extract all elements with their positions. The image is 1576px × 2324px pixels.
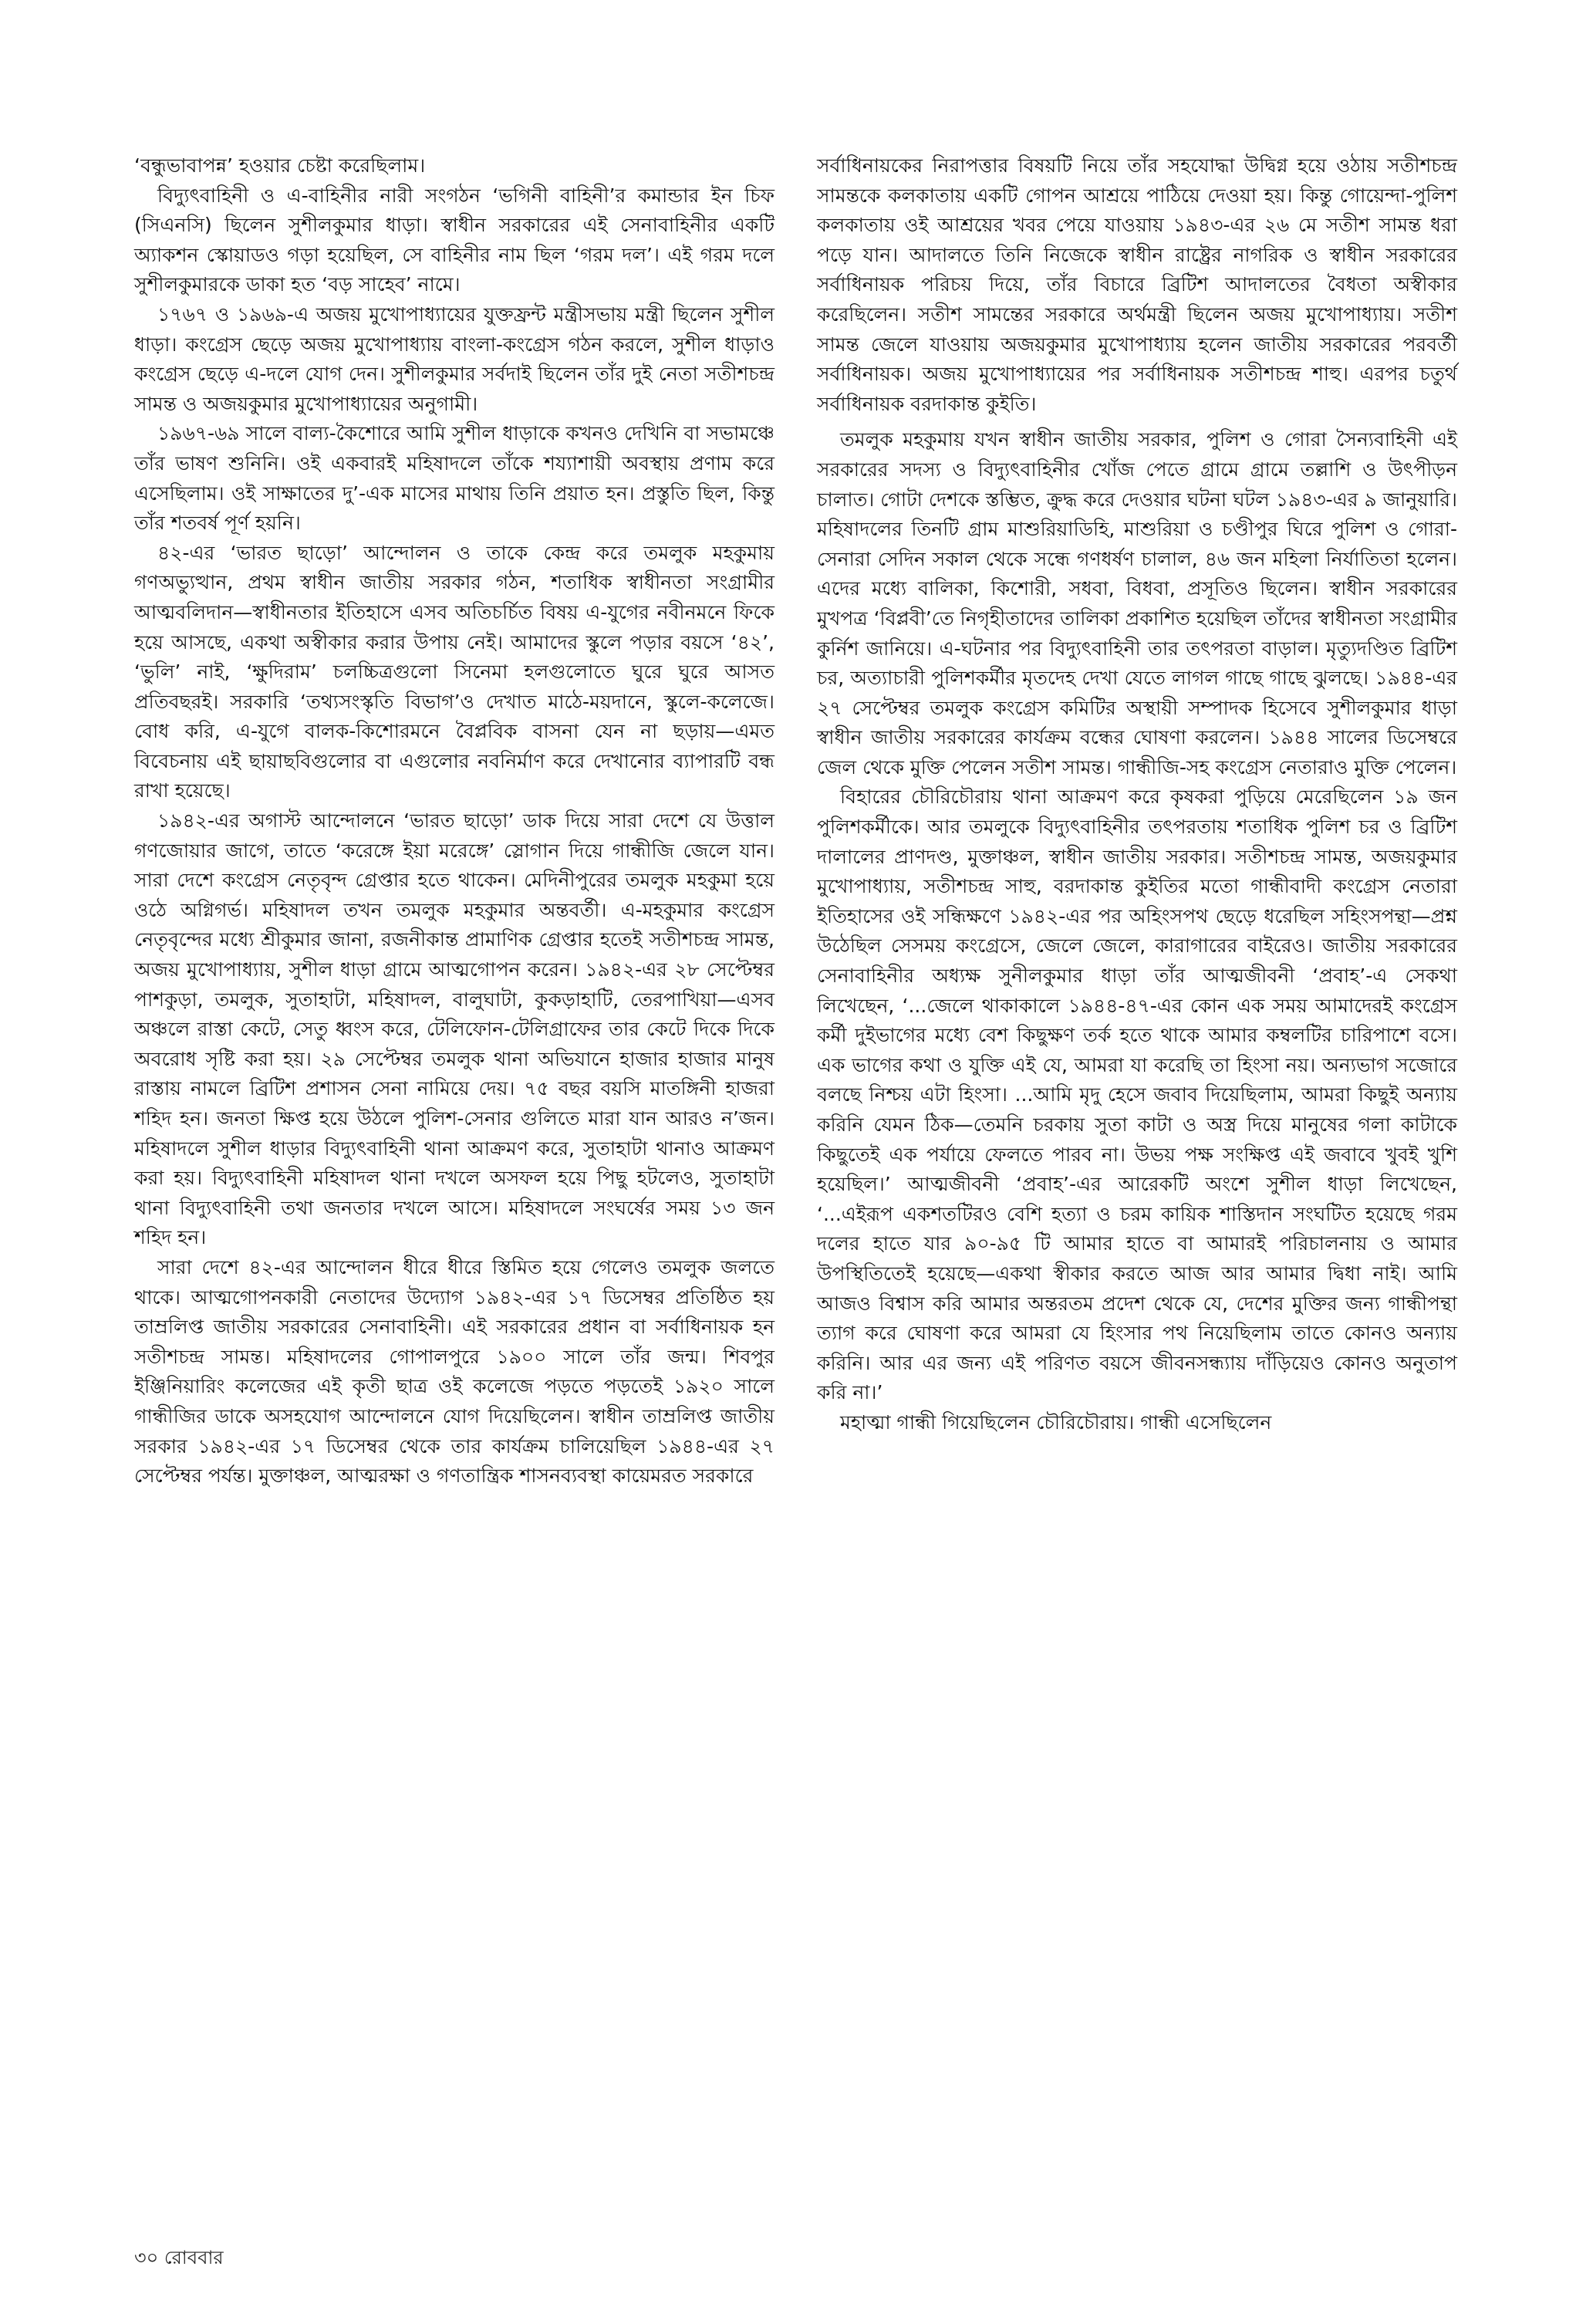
paragraph: বিহারের চৌরিচৌরায় থানা আক্রমণ করে কৃষকরা পুড়িয়ে মেরেছিলেন ১৯ জন পুলিশকর্মীকে। আর তমলুকে বিদ্যুৎবাহিনীর তৎপরতায় শতাধিক পুলিশ চর ও ব্রিটিশ দালালের প্রাণদণ্ড, মুক্তাঞ্চল, স্বাধীন জাতীয় সরকার। সতীশচন্দ্র সামন্ত, অজয়কুমার মুখোপাধ্যায়, সতীশচন্দ্র সাহু, বরদাকান্ত কুইতির মতো গান্ধীবাদী কংগ্রেস নেতারা ইতিহাসের ওই সন্ধিক্ষণে ১৯৪২-এর পর অহিংসপথ ছেড়ে ধরেছিল সহিংসপন্থা—প্রশ্ন উঠেছিল সেসময় কংগ্রেসে, জেলে জেলে, কারাগারের বাইরেও। জাতীয় সরকারের সেনাবাহিনীর অধ্যক্ষ সুনীলকুমার ধাড়া তাঁর আত্মজীবনী ‘প্রবাহ’-এ সেকথা লিখেছেন, ‘...জেলে থাকাকালে ১৯৪৪-৪৭-এর কোন এক সময় আমাদেরই কংগ্রেস কর্মী দুইভাগের মধ্যে বেশ কিছুক্ষণ তর্ক হতে থাকে আমার কম্বলটির চারিপাশে বসে। এক ভাগের কথা ও যুক্তি এই যে, আমরা যা করেছি তা হিংসা নয়। অন্যভাগ সজোরে বলছে নিশ্চয় এটা হিংসা। ...আমি মৃদু হেসে জবাব দিয়েছিলাম, আমরা কিছুই অন্যায় করিনি যেমন ঠিক—তেমনি চরকায় সুতা কাটা ও অস্ত্র দিয়ে মানুষের গলা কাটাকে কিছুতেই এক পর্যায়ে ফেলতে পারব না। উভয় পক্ষ সংক্ষিপ্ত এই জবাবে খুবই খুশি হয়েছিল।’ আত্মজীবনী ‘প্রবাহ’-এর আরেকটি অংশে সুশীল ধাড়া লিখেছেন, ‘...এইরূপ একশতটিরও বেশি হত্যা ও চরম কায়িক শাস্তিদান সংঘটিত হয়েছে গরম দলের হাতে যার ৯০-৯৫ টি আমার হাতে বা আমারই পরিচালনায় ও আমার উপস্থিতিতেই হয়েছে—একথা স্বীকার করতে আজ আর আমার দ্বিধা নাই। আমি আজও বিশ্বাস করি আমার অন্তরতম প্রদেশ থেকে যে, দেশের মুক্তির জন্য গান্ধীপন্থা ত্যাগ করে ঘোষণা করে আমরা যে হিংসার পথ নিয়েছিলাম তাতে কোনও অন্যায় করিনি। আর এর জন্য এই পরিণত বয়সে জীবনসন্ধ্যায় দাঁড়িয়েও কোনও অনুতাপ করি না।’ (817, 785, 1457, 1404)
left-column (134, 151, 775, 1491)
paragraph: সর্বাধিনায়কের নিরাপত্তার বিষয়টি নিয়ে তাঁর সহযোদ্ধা উদ্বিগ্ন হয়ে ওঠায় সতীশচন্দ্র সামন্তকে কলকাতায় একটি গোপন আশ্রয়ে পাঠিয়ে দেওয়া হয়। কিন্তু গোয়েন্দা-পুলিশ কলকাতায় ওই আশ্রয়ের খবর পেয়ে যাওয়ায় ১৯৪৩-এর ২৬ মে সতীশ সামন্ত ধরা পড়ে যান। আদালতে তিনি নিজেকে স্বাধীন রাষ্ট্রের নাগরিক ও স্বাধীন সরকারের সর্বাধিনায়ক পরিচয় দিয়ে, তাঁর বিচারে ব্রিটিশ আদালতের বৈধতা অস্বীকার করেছিলেন। সতীশ সামন্তের সরকারে অর্থমন্ত্রী ছিলেন অজয় মুখোপাধ্যায়। সতীশ সামন্ত জেলে যাওয়ায় অজয়কুমার মুখোপাধ্যায় হলেন জাতীয় সরকারের পরবর্তী সর্বাধিনায়ক। অজয় মুখোপাধ্যায়ের পর সর্বাধিনায়ক সতীশচন্দ্র শাহু। এরপর চতুর্থ সর্বাধিনায়ক বরদাকান্ত কুইতি। (817, 154, 1457, 415)
paragraph: ১৯৪২-এর অগাস্ট আন্দোলনে ‘ভারত ছাড়ো’ ডাক দিয়ে সারা দেশে যে উত্তাল গণজোয়ার জাগে, তাতে ‘করেঙ্গে ইয়া মরেঙ্গে’ স্লোগান দিয়ে গান্ধীজি জেলে যান। সারা দেশে কংগ্রেস নেতৃবৃন্দ গ্রেপ্তার হতে থাকেন। মেদিনীপুরের তমলুক মহকুমা হয়ে ওঠে অগ্নিগর্ভ। মহিষাদল তখন তমলুক মহকুমার অন্তবর্তী। এ-মহকুমার কংগ্রেস নেতৃবৃন্দের মধ্যে শ্রীকুমার জানা, রজনীকান্ত প্রামাণিক গ্রেপ্তার হতেই সতীশচন্দ্র সামন্ত, অজয় মুখোপাধ্যায়, সুশীল ধাড়া গ্রামে আত্মগোপন করেন। ১৯৪২-এর ২৮ সেপ্টেম্বর পাশকুড়া, তমলুক, সুতাহাটা, মহিষাদল, বালুঘাটা, কুকড়াহাটি, তেরপাখিয়া—এসব অঞ্চলে রাস্তা কেটে, সেতু ধ্বংস করে, টেলিফোন-টেলিগ্রাফের তার কেটে দিকে দিকে অবরোধ সৃষ্টি করা হয়। ২৯ সেপ্টেম্বর তমলুক থানা অভিযানে হাজার হাজার মানুষ রাস্তায় নামলে ব্রিটিশ প্রশাসন সেনা নামিয়ে দেয়। ৭৫ বছর বয়সি মাতঙ্গিনী হাজরা শহিদ হন। জনতা ক্ষিপ্ত হয়ে উঠলে পুলিশ-সেনার গুলিতে মারা যান আরও ন’জন। মহিষাদলে সুশীল ধাড়ার বিদ্যুৎবাহিনী থানা আক্রমণ করে, সুতাহাটা থানাও আক্রমণ করা হয়। বিদ্যুৎবাহিনী মহিষাদল থানা দখলে অসফল হয়ে পিছু হটলেও, সুতাহাটা থানা বিদ্যুৎবাহিনী তথা জনতার দখলে আসে। মহিষাদলে সংঘর্ষের সময় ১৩ জন শহিদ হন। (134, 809, 775, 1249)
page-footer: ৩০ রোববার (134, 2247, 224, 2268)
paragraph: ৪২-এর ‘ভারত ছাড়ো’ আন্দোলন ও তাকে কেন্দ্র করে তমলুক মহকুমায় গণঅভ্যুত্থান, প্রথম স্বাধীন জাতীয় সরকার গঠন, শতাধিক স্বাধীনতা সংগ্রামীর আত্মবলিদান—স্বাধীনতার ইতিহাসে এসব অতিচর্চিত বিষয় এ-যুগের নবীনমনে ফিকে হয়ে আসছে, একথা অস্বীকার করার উপায় নেই। আমাদের স্কুলে পড়ার বয়সে ‘৪২’, ‘ভুলি’ নাই, ‘ক্ষুদিরাম’ চলচ্চিত্রগুলো সিনেমা হলগুলোতে ঘুরে ঘুরে আসত প্রতিবছরই। সরকারি ‘তথ্যসংস্কৃতি বিভাগ’ও দেখাত মাঠে-ময়দানে, স্কুলে-কলেজে। বোধ করি, এ-যুগে বালক-কিশোরমনে বৈপ্লবিক বাসনা যেন না ছড়ায়—এমত বিবেচনায় এই ছায়াছবিগুলোর বা এগুলোর নবনির্মাণ করে দেখানোর ব্যাপারটি বন্ধ রাখা হয়েছে। (134, 541, 775, 802)
right-column (817, 151, 1457, 1438)
paragraph: ‘বন্ধুভাবাপন্ন’ হওয়ার চেষ্টা করেছিলাম। (134, 154, 426, 177)
paragraph: ১৭৬৭ ও ১৯৬৯-এ অজয় মুখোপাধ্যায়ের যুক্তফ্রন্ট মন্ত্রীসভায় মন্ত্রী ছিলেন সুশীল ধাড়া। কংগ্রেস ছেড়ে অজয় মুখোপাধ্যায় বাংলা-কংগ্রেস গঠন করলে, সুশীল ধাড়াও কংগ্রেস ছেড়ে এ-দলে যোগ দেন। সুশীলকুমার সর্বদাই ছিলেন তাঁর দুই নেতা সতীশচন্দ্র সামন্ত ও অজয়কুমার মুখোপাধ্যায়ের অনুগামী। (134, 302, 775, 415)
paragraph: তমলুক মহকুমায় যখন স্বাধীন জাতীয় সরকার, পুলিশ ও গোরা সৈন্যবাহিনী এই সরকারের সদস্য ও বিদ্যুৎবাহিনীর খোঁজ পেতে গ্রামে গ্রামে তল্লাশি ও উৎপীড়ন চালাত। গোটা দেশকে স্তম্ভিত, ক্রুদ্ধ করে দেওয়ার ঘটনা ঘটল ১৯৪৩-এর ৯ জানুয়ারি। মহিষাদলের তিনটি গ্রাম মাশুরিয়াডিহি, মাশুরিয়া ও চণ্ডীপুর ঘিরে পুলিশ ও গোরা-সেনারা সেদিন সকাল থেকে সন্ধে গণধর্ষণ চালাল, ৪৬ জন মহিলা নির্যাতিতা হলেন। এদের মধ্যে বালিকা, কিশোরী, সধবা, বিধবা, প্রসূতিও ছিলেন। স্বাধীন সরকারের মুখপত্র ‘বিপ্লবী’তে নিগৃহীতাদের তালিকা প্রকাশিত হয়েছিল তাঁদের স্বাধীনতা সংগ্রামীর কুর্নিশ জানিয়ে। এ-ঘটনার পর বিদ্যুৎবাহিনী তার তৎপরতা বাড়াল। মৃত্যুদণ্ডিত ব্রিটিশ চর, অত্যাচারী পুলিশকর্মীর মৃতদেহ দেখা যেতে লাগল গাছে গাছে ঝুলছে। ১৯৪৪-এর ২৭ সেপ্টেম্বর তমলুক কংগ্রেস কমিটির অস্থায়ী সম্পাদক হিসেবে সুশীলকুমার ধাড়া স্বাধীন জাতীয় সরকারের কার্যক্রম বন্ধের ঘোষণা করলেন। ১৯৪৪ সালের ডিসেম্বরে জেল থেকে মুক্তি পেলেন সতীশ সামন্ত। গান্ধীজি-সহ কংগ্রেস নেতারাও মুক্তি পেলেন। (817, 428, 1457, 779)
paragraph: বিদ্যুৎবাহিনী ও এ-বাহিনীর নারী সংগঠন ‘ভগিনী বাহিনী’র কমান্ডার ইন চিফ (সিএনসি) ছিলেন সুশীলকুমার ধাড়া। স্বাধীন সরকারের এই সেনাবাহিনীর একটি অ্যাকশন স্কোয়াডও গড়া হয়েছিল, সে বাহিনীর নাম ছিল ‘গরম দল’। এই গরম দলে সুশীলকুমারকে ডাকা হত ‘বড় সাহেব’ নামে। (134, 184, 775, 296)
paragraph: ১৯৬৭-৬৯ সালে বাল্য-কৈশোরে আমি সুশীল ধাড়াকে কখনও দেখিনি বা সভামঞ্চে তাঁর ভাষণ শুনিনি। ওই একবারই মহিষাদলে তাঁকে শয্যাশায়ী অবস্থায় প্রণাম করে এসেছিলাম। ওই সাক্ষাতের দু’-এক মাসের মাথায় তিনি প্রয়াত হন। প্রস্তুতি ছিল, কিন্তু তাঁর শতবর্ষ পূর্ণ হয়নি। (134, 422, 775, 535)
paragraph: মহাত্মা গান্ধী গিয়েছিলেন চৌরিচৌরায়। গান্ধী এসেছিলেন (840, 1410, 1272, 1434)
paragraph: সারা দেশে ৪২-এর আন্দোলন ধীরে ধীরে স্তিমিত হয়ে গেলেও তমলুক জলতে থাকে। আত্মগোপনকারী নেতাদের উদ্যোগ ১৯৪২-এর ১৭ ডিসেম্বর প্রতিষ্ঠিত হয় তাম্রলিপ্ত জাতীয় সরকারের সেনাবাহিনী। এই সরকারের প্রধান বা সর্বাধিনায়ক হন সতীশচন্দ্র সামন্ত। মহিষাদলের গোপালপুরে ১৯০০ সালে তাঁর জন্ম। শিবপুর ইঞ্জিনিয়ারিং কলেজের এই কৃতী ছাত্র ওই কলেজে পড়তে পড়তেই ১৯২০ সালে গান্ধীজির ডাকে অসহযোগ আন্দোলনে যোগ দিয়েছিলেন। স্বাধীন তাম্রলিপ্ত জাতীয় সরকার ১৯৪২-এর ১৭ ডিসেম্বর থেকে তার কার্যক্রম চালিয়েছিল ১৯৪৪-এর ২৭ সেপ্টেম্বর পর্যন্ত। মুক্তাঞ্চল, আত্মরক্ষা ও গণতান্ত্রিক শাসনব্যবস্থা কায়েমরত সরকারে (134, 1255, 775, 1488)
